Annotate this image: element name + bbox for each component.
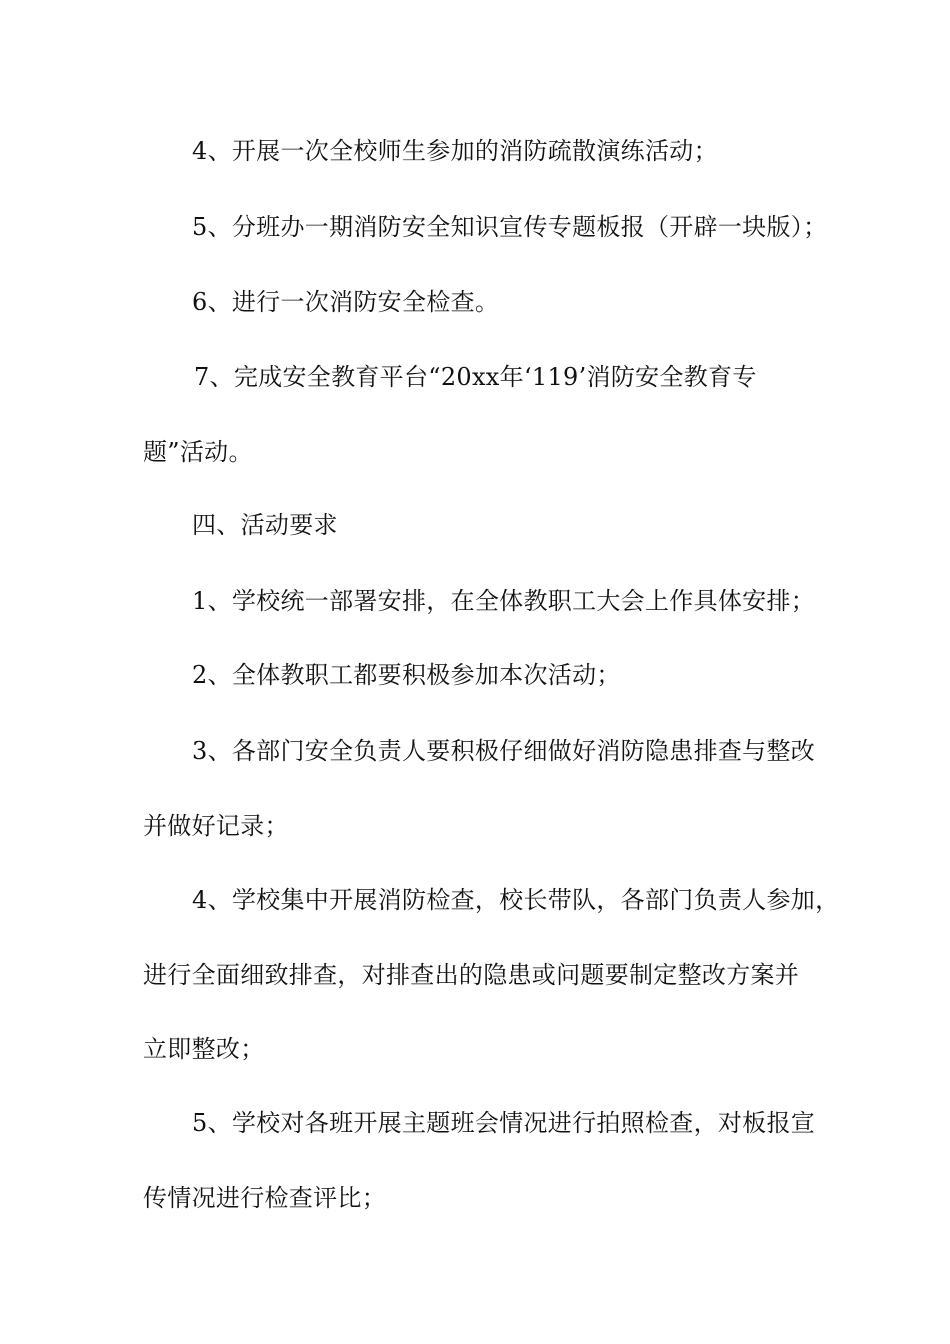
requirement-item-1: 1、学校统一部署安排，在全体教职工大会上作具体安排； [192, 587, 816, 615]
list-item-6-safety-inspection: 6、进行一次消防安全检查。 [192, 288, 500, 316]
requirement-item-5: 5、学校对各班开展主题班会情况进行拍照检查，对板报宣 [192, 1109, 816, 1137]
requirement-item-3: 3、各部门安全负责人要积极仔细做好消防隐患排查与整改 [192, 737, 816, 765]
requirement-item-4-continuation-1: 进行全面细致排查，对排查出的隐患或问题要制定整改方案并 [143, 961, 800, 989]
requirement-item-5-continuation: 传情况进行检查评比； [143, 1184, 386, 1212]
list-item-5-blackboard-report: 5、分班办一期消防安全知识宣传专题板报（开辟一块版）； [192, 213, 828, 241]
list-item-4-fire-drill: 4、开展一次全校师生参加的消防疏散演练活动； [192, 137, 718, 165]
requirement-item-4: 4、学校集中开展消防检查，校长带队，各部门负责人参加， [192, 886, 840, 914]
requirement-item-2: 2、全体教职工都要积极参加本次活动； [192, 661, 621, 689]
list-item-7-continuation: 题”活动。 [143, 438, 253, 466]
requirement-item-3-continuation: 并做好记录； [143, 812, 289, 840]
section-heading-requirements: 四、活动要求 [192, 511, 338, 539]
requirement-item-4-continuation-2: 立即整改； [143, 1035, 265, 1063]
list-item-7-education-platform: 7、完成安全教育平台“20xx年‘119’消防安全教育专 [194, 363, 757, 391]
